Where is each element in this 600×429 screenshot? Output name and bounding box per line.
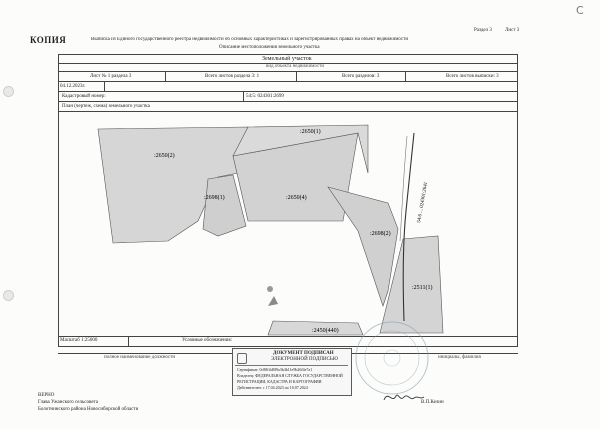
copy-label: КОПИЯ — [30, 35, 67, 45]
stamp-line: РЕГИСТРАЦИИ, КАДАСТРА И КАРТОГРАФИИ — [237, 379, 322, 384]
cadastral-number-value: 54:5: 024301:2699 — [246, 94, 284, 99]
stamp-line: Сертификат: 0c88f4d8f9a3b4b11e9b26f4e7a1 — [237, 367, 313, 372]
object-type: Земельный участок — [262, 56, 312, 62]
parcel-label: :2698(2) — [370, 231, 391, 237]
sheets-in-section: Всего листов раздела 3: 1 — [205, 74, 260, 79]
punch-hole — [3, 86, 14, 97]
stamp-subtitle: ЭЛЕКТРОННОЙ ПОДПИСЬЮ — [271, 357, 338, 362]
header-line-1: Выписка из Единого государственного реестра недвижимости об основных характеристиках и зарегистрированных правах на объект недвижимости — [91, 37, 409, 42]
section-number: Раздел 3 — [474, 28, 492, 33]
footer-verified: ВЕРНО — [38, 393, 55, 398]
stamp-line: Действителен: с 17.04.2023 по 10.07.2024 — [237, 385, 308, 390]
punch-hole — [3, 290, 14, 301]
parcel-label: :2650(2) — [154, 153, 175, 159]
plan-caption: План (чертеж, схема) земельного участка — [62, 104, 150, 109]
parcel-label: :2450(440) — [312, 328, 339, 334]
parcel-label: :2650(4) — [286, 195, 307, 201]
header-line-2: Описание местоположения земельного участка — [219, 45, 320, 50]
land-plot-plan — [58, 111, 518, 336]
sheet-number-info: Лист № 1 раздела 3 — [90, 74, 132, 79]
sheets-total: Всего листов выписки: 3 — [446, 74, 499, 79]
official-seal-icon — [352, 318, 432, 398]
parcel-label: :2511(1) — [412, 285, 433, 291]
scale-label: Масштаб 1:25000 — [60, 338, 98, 343]
handwritten-mark: C — [576, 4, 584, 17]
legend-label: Условные обозначения: — [182, 338, 233, 343]
position-caption: полное наименование должности — [104, 355, 176, 360]
road-label: 54:6 ... 024301:2641 — [417, 181, 430, 224]
sections-total: Всего разделов: 3 — [342, 74, 380, 79]
footer-position-2: Болотнинского района Новосибирской области — [38, 407, 139, 412]
emblem-icon — [237, 353, 247, 364]
stamp-title: ДОКУМЕНТ ПОДПИСАН — [273, 351, 334, 356]
e-signature-stamp — [232, 348, 352, 396]
parcel-label: :2650(1) — [300, 129, 321, 135]
signer-name: В.П.Келин — [421, 400, 444, 405]
footer-position-1: Глава Ужанского сельсовета — [38, 400, 99, 405]
initials-caption: инициалы, фамилия — [438, 355, 481, 360]
document-date: 04.12.2023г. — [60, 84, 86, 89]
stamp-line: Владелец: ФЕДЕРАЛЬНАЯ СЛУЖБА ГОСУДАРСТВЕННОЙ — [237, 373, 343, 378]
sheet-number: Лист 3 — [505, 28, 520, 33]
cadastral-number-label: Кадастровый номер: — [62, 94, 106, 99]
object-type-caption: вид объекта недвижимости — [266, 64, 325, 69]
parcel-label: :2698(1) — [204, 195, 225, 201]
